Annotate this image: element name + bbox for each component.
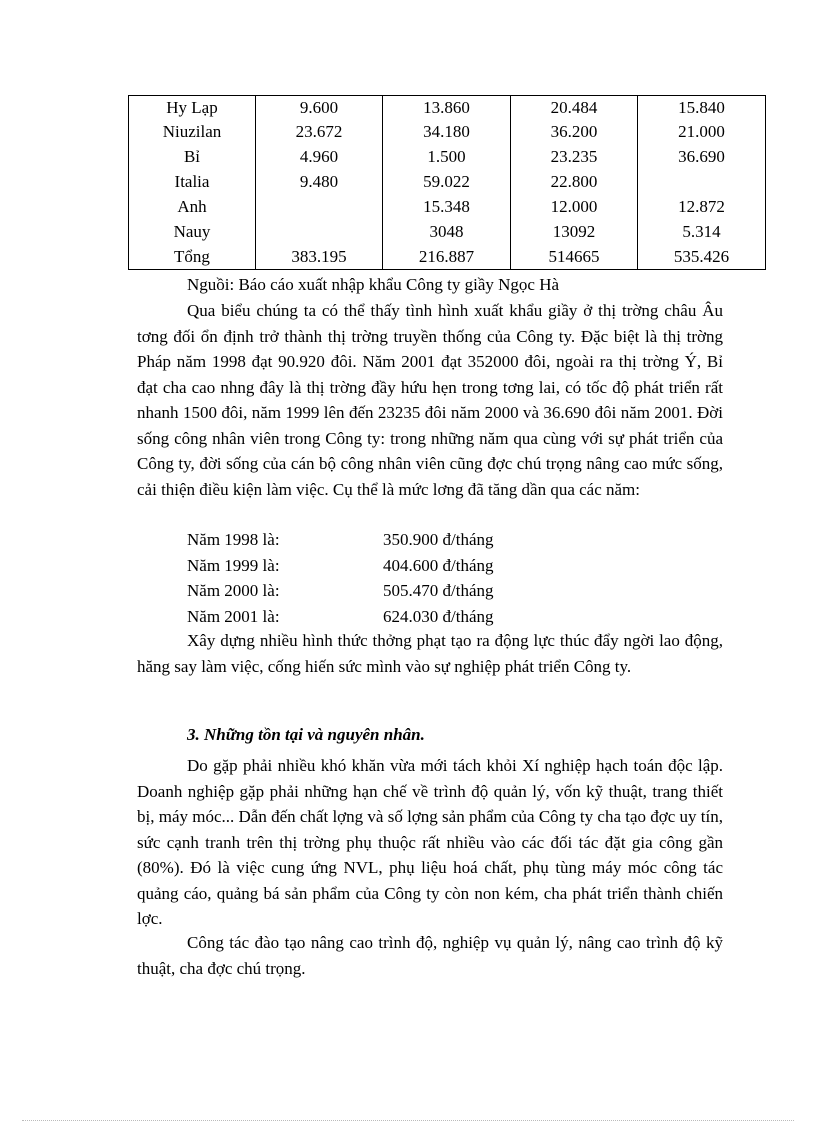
table-row <box>129 219 766 244</box>
paragraph-rewards <box>137 628 723 679</box>
wage-year-label: Năm 2000 là: <box>187 581 280 600</box>
table-cell-country: Hy Lạp <box>129 96 256 120</box>
table-cell-value: 15.348 <box>383 194 511 219</box>
table-row <box>129 144 766 169</box>
table-cell-value: 13.860 <box>383 96 511 120</box>
wage-value: 404.600 đ/tháng <box>383 555 494 575</box>
table-row <box>129 119 766 144</box>
wage-value: 350.900 đ/tháng <box>383 530 494 549</box>
paragraph-text: Do gặp phải nhiều khó khăn vừa mới tách khỏi Xí nghiệp hạch toán độc lập. Doanh nghiệp gặp phải những hạn chế về trình độ quản lý, vốn kỹ thuật, trang thiết bị, máy móc... Dẫn đến chất lợng và số lợng sản phẩm của Công ty cha tạo đợc uy tín, sức cạnh tranh trên thị trờng phụ thuộc rất nhiều vào các đối tác đặt gia công gần (80%). Đó là việc cung ứng NVL, phụ liệu hoá chất, phụ tùng máy móc công tác quảng cáo, quảng bá sản phẩm của Công ty còn non kém, cha phát triển thành chiến lợc. <box>137 756 723 928</box>
table-row <box>129 244 766 270</box>
table-cell-value: 20.484 <box>511 96 638 120</box>
table-cell-value <box>256 219 383 244</box>
table-cell-value: 5.314 <box>638 219 766 244</box>
table-cell-value: 9.480 <box>256 169 383 194</box>
table-cell-value: 13092 <box>511 219 638 244</box>
page-bottom-divider <box>22 1120 794 1121</box>
table-cell-value <box>638 169 766 194</box>
table-cell-value <box>256 194 383 219</box>
export-table <box>128 95 766 270</box>
table-cell-value: 59.022 <box>383 169 511 194</box>
table-cell-country: Tổng <box>129 244 256 270</box>
table-cell-value: 3048 <box>383 219 511 244</box>
table-cell-country: Nauy <box>129 219 256 244</box>
table-cell-value: 12.872 <box>638 194 766 219</box>
table-cell-country: Niuzilan <box>129 119 256 144</box>
paragraph-text: Xây dựng nhiều hình thức thởng phạt tạo ra động lực thúc đẩy ngời lao động, hăng say làm việc, cống hiến sức mình vào sự nghiệp phát triển Công ty. <box>137 631 723 676</box>
table-cell-value: 535.426 <box>638 244 766 270</box>
wage-value: 505.470 đ/tháng <box>383 581 494 600</box>
wage-value: 624.030 đ/tháng <box>383 606 494 626</box>
table-cell-value: 216.887 <box>383 244 511 270</box>
table-cell-value: 22.800 <box>511 169 638 194</box>
table-cell-value: 23.672 <box>256 119 383 144</box>
table-cell-country: Italia <box>129 169 256 194</box>
section-heading: 3. Những tồn tại và nguyên nhân. <box>187 725 425 744</box>
table-cell-value: 36.690 <box>638 144 766 169</box>
wage-year-label: Năm 2001 là: <box>187 606 280 626</box>
paragraph-text: Qua biểu chúng ta có thể thấy tình hình xuất khẩu giầy ở thị trờng châu Âu tơng đối ổn định trở thành thị trờng truyền thống của Công ty. Đặc biệt là thị trờng Pháp năm 1998 đạt 90.920 đôi. Năm 2001 đạt 352000 đôi, ngoài ra thị trờng Ý, Bỉ đạt cha cao nhng đây là thị trờng đầy hứu hẹn trong tơng lai, có tốc độ phát triển rất nhanh 1500 đôi, năm 1999 lên đến 23235 đôi năm 2000 và 36.690 đôi năm 2001. Đời sống công nhân viên trong Công ty: trong những năm qua cùng với sự phát triển của Công ty, đời sống của cán bộ công nhân viên cũng đợc chú trọng nâng cao mức sống, cải thiện điều kiện làm việc. Cụ thể là mức lơng đã tăng dần qua các năm: <box>137 301 723 499</box>
table-row <box>129 96 766 120</box>
table-cell-value: 36.200 <box>511 119 638 144</box>
table-cell-value: 383.195 <box>256 244 383 270</box>
wage-year-label: Năm 1999 là: <box>187 555 280 575</box>
table-cell-value: 15.840 <box>638 96 766 120</box>
table-cell-value: 12.000 <box>511 194 638 219</box>
paragraph-problems <box>137 753 723 932</box>
paragraph-training <box>137 930 723 981</box>
table-cell-value: 23.235 <box>511 144 638 169</box>
wage-year-label: Năm 1998 là: <box>187 530 280 549</box>
table-cell-value: 1.500 <box>383 144 511 169</box>
paragraph-market-analysis <box>137 298 723 502</box>
table-cell-value: 21.000 <box>638 119 766 144</box>
table-cell-country: Bỉ <box>129 144 256 169</box>
table-cell-value: 9.600 <box>256 96 383 120</box>
table-cell-value: 34.180 <box>383 119 511 144</box>
table-cell-value: 514665 <box>511 244 638 270</box>
paragraph-text: Công tác đào tạo nâng cao trình độ, nghiệp vụ quản lý, nâng cao trình độ kỹ thuật, cha đợc chú trọng. <box>137 933 723 978</box>
table-source-note: Nguồi: Báo cáo xuất nhập khẩu Công ty giầy Ngọc Hà <box>187 275 560 294</box>
table-row <box>129 169 766 194</box>
table-cell-value: 4.960 <box>256 144 383 169</box>
table-row <box>129 194 766 219</box>
table-cell-country: Anh <box>129 194 256 219</box>
